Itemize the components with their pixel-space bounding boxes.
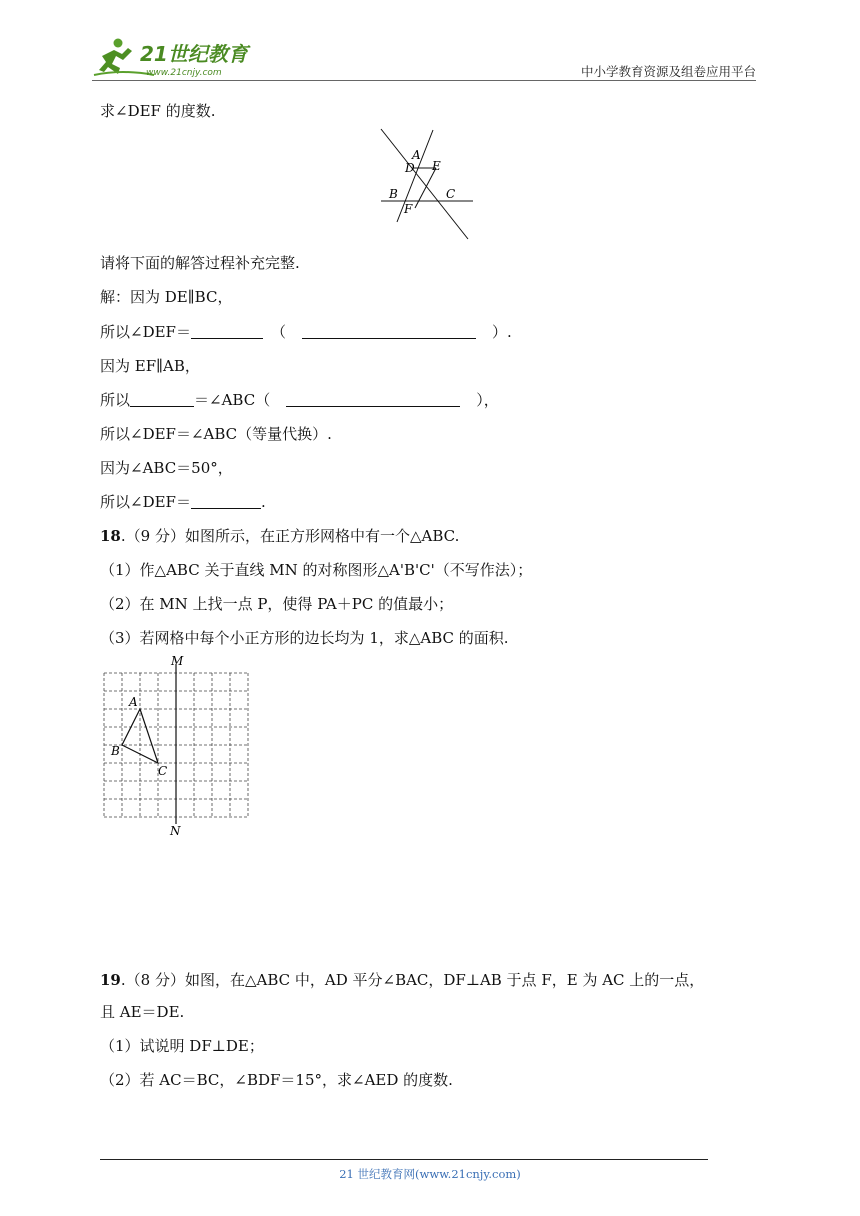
answer-blank[interactable] (191, 322, 263, 339)
q17-step4 (100, 390, 499, 410)
q19-stem-continued: 且 AE＝DE. (100, 1003, 185, 1021)
fig-label-f: F (404, 202, 413, 216)
q19-part1: （1）试说明 DF⊥DE； (100, 1037, 264, 1055)
logo-url: www.21cnjy.com (146, 68, 222, 78)
answer-blank[interactable] (191, 492, 261, 509)
fig-label-b: B (389, 187, 398, 201)
q17-step5: 所以∠DEF＝∠ABC（等量代换）. (100, 425, 332, 443)
answer-blank[interactable] (130, 390, 194, 407)
q17-prompt: 求∠DEF 的度数. (100, 102, 216, 120)
fig-label-a: A (412, 148, 421, 162)
q17-step1: 解：因为 DE∥BC， (100, 288, 233, 306)
paren-close: ）. (491, 323, 512, 341)
grid-label-n: N (170, 824, 181, 838)
reason-blank[interactable] (286, 390, 460, 407)
q18-part2: （2）在 MN 上找一点 P，使得 PA＋PC 的值最小； (100, 595, 454, 613)
q17-step4-text: 所以 (100, 391, 131, 409)
grid-label-b: B (111, 744, 120, 758)
q17-step4-text-b: ＝∠ABC（ (194, 391, 271, 409)
q18-stem-text: .（9 分）如图所示，在正方形网格中有一个△ABC. (120, 527, 460, 545)
q17-step7 (100, 492, 266, 512)
fig-label-d: D (405, 161, 415, 175)
q18-stem (100, 526, 459, 546)
footer-text: 21 世纪教育网(www.21cnjy.com) (339, 1167, 521, 1181)
q18-number: 18 (100, 527, 121, 545)
q17-step7-text: 所以∠DEF＝ (100, 493, 191, 511)
grid-label-m: M (171, 654, 184, 668)
q18-part3: （3）若网格中每个小正方形的边长均为 1，求△ABC 的面积. (100, 629, 509, 647)
fig-label-e: E (432, 159, 441, 173)
reason-blank[interactable] (302, 322, 476, 339)
logo-text: 21世纪教育 (140, 42, 248, 66)
period: . (260, 493, 266, 511)
header-divider (92, 80, 756, 81)
paren-close: ）， (476, 391, 499, 409)
paren-open: （ (270, 323, 286, 341)
site-logo (92, 34, 262, 84)
q17-step3: 因为 EF∥AB， (100, 357, 200, 375)
q17-figure (375, 128, 485, 244)
q17-instruction: 请将下面的解答过程补充完整. (100, 254, 300, 272)
q19-number: 19 (100, 971, 121, 989)
q19-stem-text: .（8 分）如图，在△ABC 中，AD 平分∠BAC，DF⊥AB 于点 F，E 为 AC 上的一点， (120, 971, 705, 989)
q18-part1: （1）作△ABC 关于直线 MN 的对称图形△A'B'C'（不写作法）； (100, 561, 533, 579)
q18-grid-figure (100, 652, 260, 844)
header-title: 中小学教育资源及组卷应用平台 (580, 64, 756, 79)
grid-label-a: A (129, 695, 138, 709)
q17-step6: 因为∠ABC＝50°， (100, 459, 233, 477)
q17-step2-text: 所以∠DEF＝ (100, 323, 191, 341)
grid-label-c: C (158, 764, 168, 778)
q19-stem (100, 970, 704, 990)
q19-part2: （2）若 AC＝BC，∠BDF＝15°，求∠AED 的度数. (100, 1071, 453, 1089)
fig-label-c: C (446, 187, 456, 201)
q17-step2 (100, 322, 512, 342)
footer-divider (100, 1159, 708, 1160)
